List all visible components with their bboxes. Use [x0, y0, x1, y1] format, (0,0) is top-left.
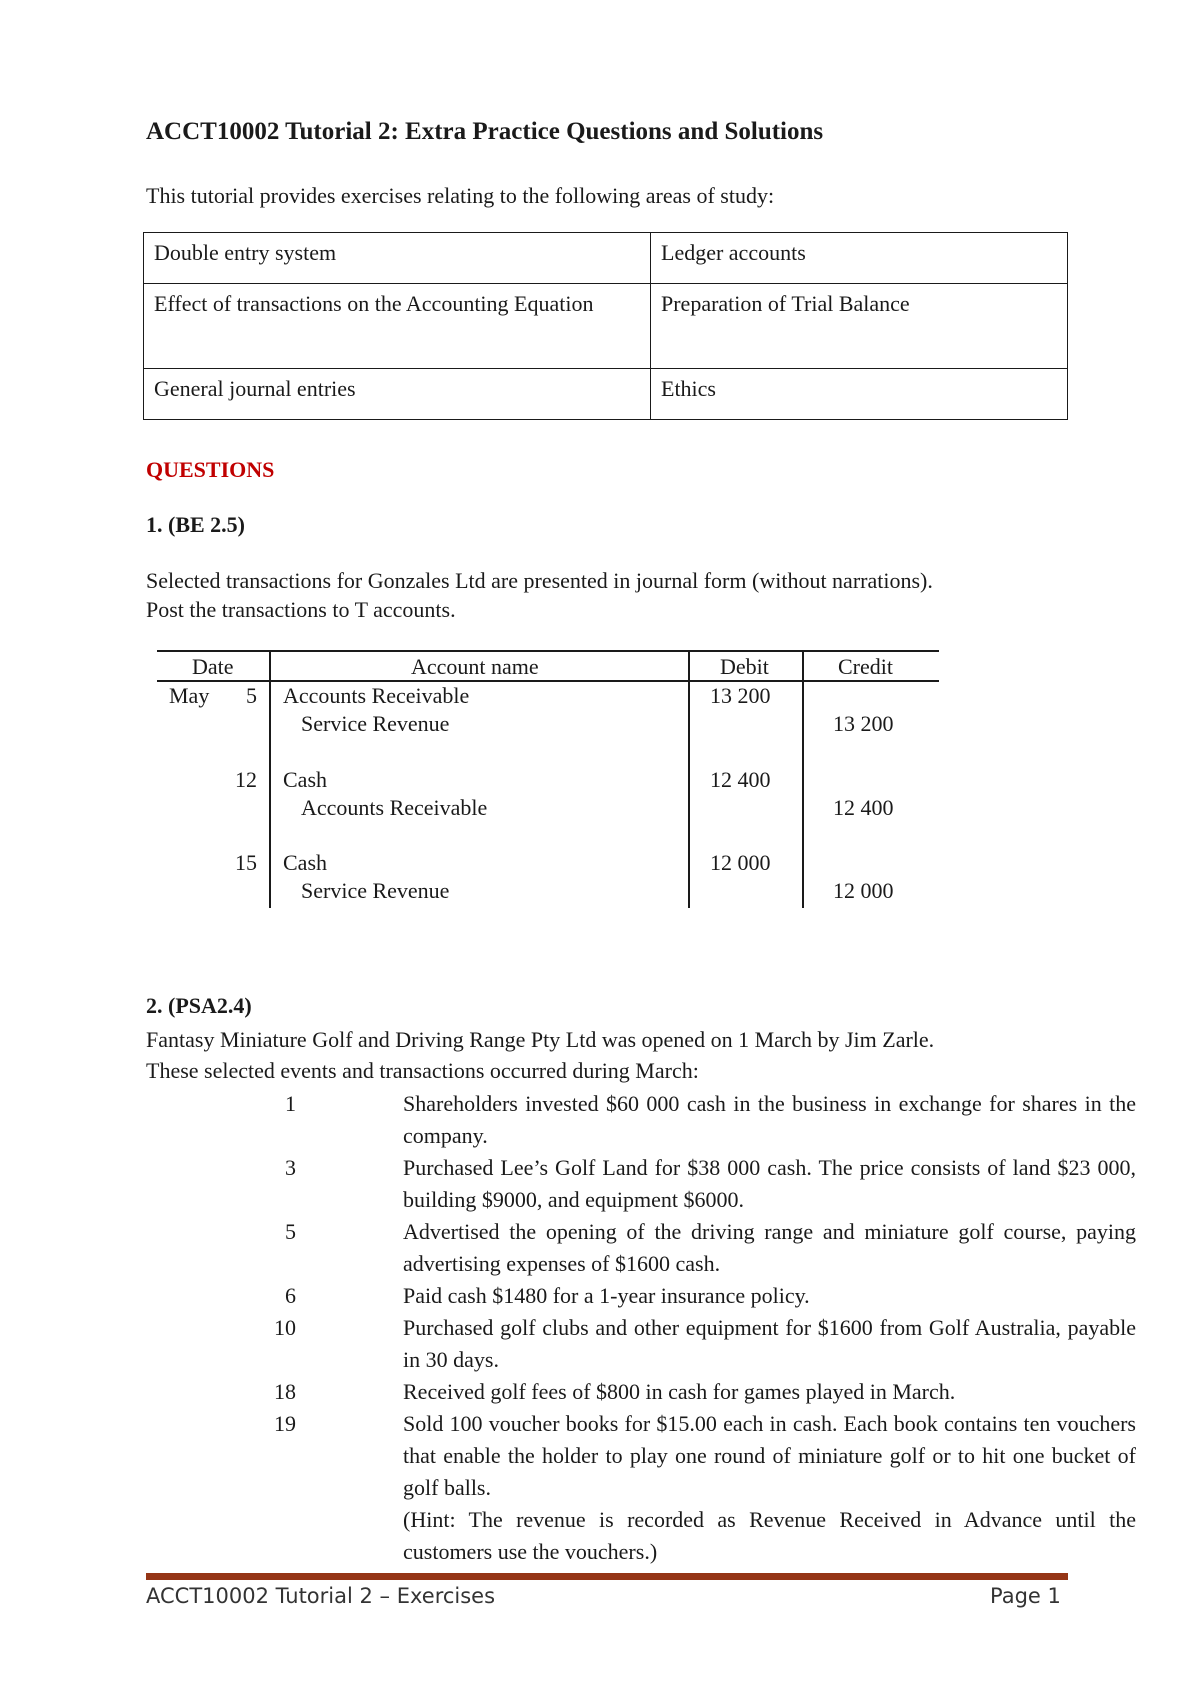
journal-column-rule: [269, 650, 271, 908]
events-list: [146, 1088, 1136, 1568]
topic-cell: Double entry system: [144, 233, 651, 284]
event-text: Advertised the opening of the driving range and miniature golf course, paying advertising expenses of $1600 cash.: [403, 1219, 1136, 1276]
event-text: Received golf fees of $800 in cash for games played in March.: [403, 1379, 956, 1404]
journal-column-rule: [802, 650, 804, 908]
journal-credit-account: Accounts Receivable: [301, 795, 488, 820]
journal-header-debit: Debit: [720, 654, 769, 679]
event-day: 1: [285, 1091, 296, 1116]
journal-day: 5: [246, 683, 257, 708]
journal-credit-amount: 12 400: [833, 795, 894, 820]
list-item: [146, 1280, 1136, 1312]
topic-cell: Effect of transactions on the Accounting Equation: [144, 284, 651, 369]
journal-table: [157, 650, 939, 908]
journal-debit-account: Accounts Receivable: [283, 683, 470, 708]
event-text: Shareholders invested $60 000 cash in the business in exchange for shares in the company.: [403, 1091, 1136, 1148]
journal-header-rule: [157, 680, 939, 682]
list-item: [146, 1312, 1136, 1376]
journal-debit-account: Cash: [283, 767, 327, 792]
question-1-text: Selected transactions for Gonzales Ltd are presented in journal form (without narrations).: [146, 568, 933, 593]
document-title: ACCT10002 Tutorial 2: Extra Practice Questions and Solutions: [146, 118, 824, 145]
event-text: Paid cash $1480 for a 1-year insurance policy.: [403, 1283, 810, 1308]
list-item: [146, 1088, 1136, 1152]
event-text: Purchased golf clubs and other equipment for $1600 from Golf Australia, payable in 30 days.: [403, 1315, 1136, 1372]
journal-day: 15: [235, 850, 257, 875]
event-day: 3: [285, 1155, 296, 1180]
questions-heading: QUESTIONS: [146, 457, 275, 482]
topics-row: [144, 284, 1068, 369]
list-item: [146, 1152, 1136, 1216]
journal-header-date: Date: [192, 654, 234, 679]
list-item: [146, 1376, 1136, 1408]
event-day: 5: [285, 1219, 296, 1244]
question-2-heading: 2. (PSA2.4): [146, 993, 252, 1018]
question-1-text: Post the transactions to T accounts.: [146, 597, 456, 622]
footer-rule: [146, 1573, 1068, 1580]
topics-table: [143, 232, 1068, 420]
list-item: [146, 1504, 1136, 1568]
intro-text: This tutorial provides exercises relating to the following areas of study:: [146, 183, 775, 208]
journal-day: 12: [235, 767, 257, 792]
journal-header-credit: Credit: [838, 654, 893, 679]
footer-title: ACCT10002 Tutorial 2 – Exercises: [146, 1584, 496, 1608]
journal-credit-account: Service Revenue: [301, 878, 450, 903]
event-text: Purchased Lee’s Golf Land for $38 000 cash. The price consists of land $23 000, building $9000, and equipment $6000.: [403, 1155, 1136, 1212]
journal-debit-account: Cash: [283, 850, 327, 875]
topic-cell: Ledger accounts: [651, 233, 1068, 284]
journal-credit-account: Service Revenue: [301, 711, 450, 736]
list-item: [146, 1216, 1136, 1280]
event-day: 6: [285, 1283, 296, 1308]
journal-debit-amount: 12 400: [710, 767, 771, 792]
topics-row: [144, 369, 1068, 420]
event-text: Sold 100 voucher books for $15.00 each in cash. Each book contains ten vouchers that enable the holder to play one round of miniature golf or to hit one bucket of golf balls.: [403, 1411, 1136, 1500]
journal-header-account: Account name: [411, 654, 539, 679]
event-day: 10: [274, 1315, 296, 1340]
event-day: 19: [274, 1411, 296, 1436]
journal-column-rule: [688, 650, 690, 908]
event-day: 18: [274, 1379, 296, 1404]
journal-credit-amount: 13 200: [833, 711, 894, 736]
list-item: [146, 1408, 1136, 1504]
event-day: [146, 1504, 296, 1568]
topic-cell: Preparation of Trial Balance: [651, 284, 1068, 369]
question-2-text: These selected events and transactions occurred during March:: [146, 1058, 699, 1083]
journal-credit-amount: 12 000: [833, 878, 894, 903]
topic-cell: Ethics: [651, 369, 1068, 420]
journal-month: May: [169, 683, 210, 708]
event-text: (Hint: The revenue is recorded as Revenue Received in Advance until the customers use the vouchers.): [403, 1507, 1136, 1564]
topics-row: [144, 233, 1068, 284]
journal-debit-amount: 13 200: [710, 683, 771, 708]
journal-top-rule: [157, 650, 939, 652]
topic-cell: General journal entries: [144, 369, 651, 420]
question-2-text: Fantasy Miniature Golf and Driving Range Pty Ltd was opened on 1 March by Jim Zarle.: [146, 1027, 935, 1052]
question-1-heading: 1. (BE 2.5): [146, 512, 245, 537]
page-number: Page 1: [990, 1584, 1061, 1608]
journal-debit-amount: 12 000: [710, 850, 771, 875]
